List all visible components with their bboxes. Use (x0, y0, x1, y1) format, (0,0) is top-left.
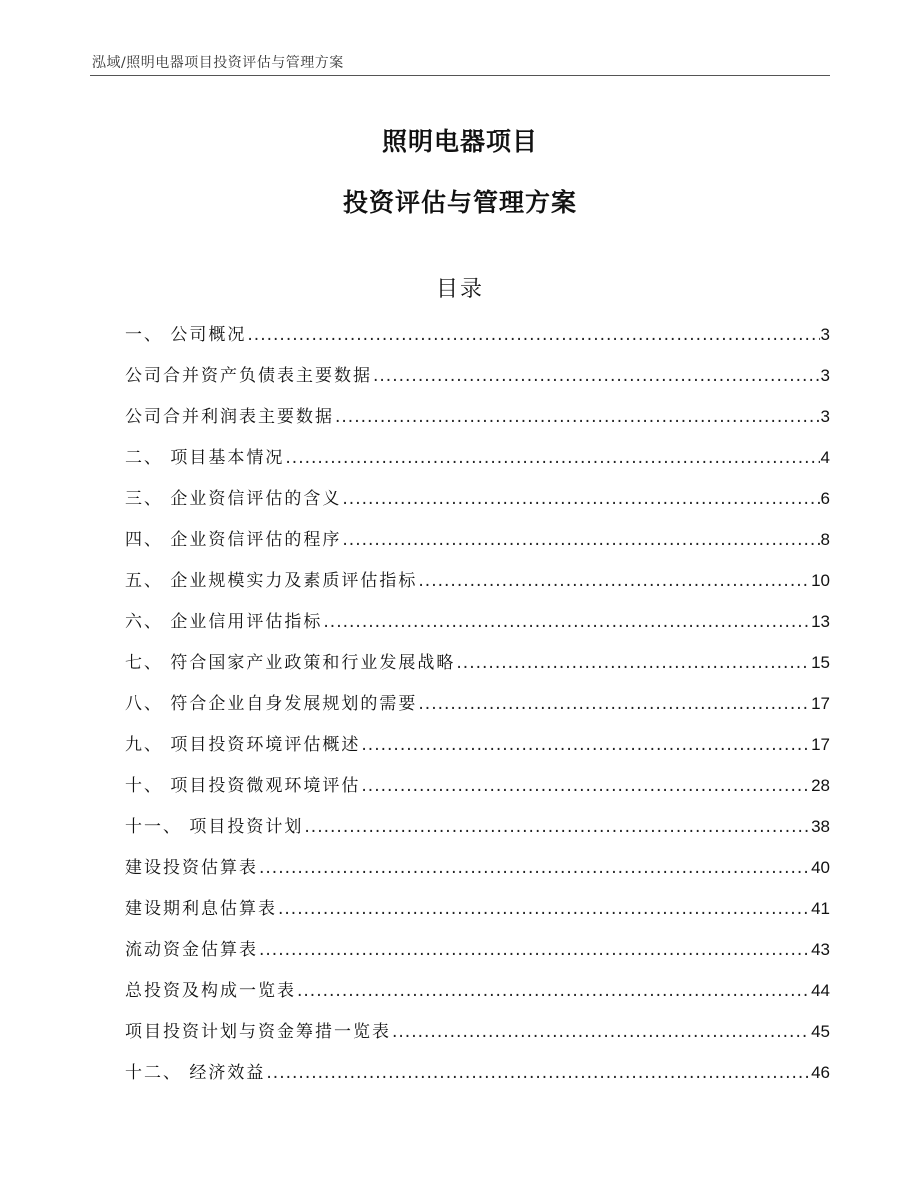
toc-page-number: 44 (811, 981, 830, 1000)
toc-page-number: 43 (811, 940, 830, 959)
toc-dot-leader (278, 899, 810, 919)
toc-entry-label: 项目投资计划与资金筹措一览表 (125, 1022, 391, 1042)
toc-page-number: 10 (811, 571, 830, 590)
toc-entry-label: 公司合并利润表主要数据 (125, 407, 334, 427)
toc-entry[interactable] (125, 1058, 830, 1099)
toc-page-number: 46 (811, 1063, 830, 1082)
toc-entry-label: 二、 项目基本情况 (125, 448, 285, 468)
toc-page-number: 41 (811, 899, 830, 918)
toc-dot-leader (361, 776, 810, 796)
toc-entry[interactable] (125, 976, 830, 1017)
toc-entry-label: 五、 企业规模实力及素质评估指标 (125, 571, 418, 591)
toc-dot-leader (342, 489, 819, 509)
toc-entry[interactable] (125, 853, 830, 894)
toc-entry[interactable] (125, 607, 830, 648)
toc-page-number: 3 (820, 407, 830, 426)
toc-entry-label: 十二、 经济效益 (125, 1063, 266, 1083)
toc-heading: 目录 (435, 277, 484, 302)
toc-page-number: 45 (811, 1022, 830, 1041)
toc-page-number: 17 (811, 694, 830, 713)
toc-entry-label: 四、 企业资信评估的程序 (125, 530, 342, 550)
toc-entry[interactable] (125, 771, 830, 812)
toc-entry-label: 六、 企业信用评估指标 (125, 612, 323, 632)
toc-entry[interactable] (125, 320, 830, 361)
toc-dot-leader (456, 653, 810, 673)
document-title-line-2: 投资评估与管理方案 (342, 188, 577, 217)
toc-entry[interactable] (125, 730, 830, 771)
toc-page-number: 6 (820, 489, 830, 508)
toc-entry[interactable] (125, 812, 830, 853)
toc-page-number: 3 (820, 325, 830, 344)
toc-entry-label: 公司合并资产负债表主要数据 (125, 366, 372, 386)
toc-entry-label: 总投资及构成一览表 (125, 981, 296, 1001)
toc-entry[interactable] (125, 566, 830, 607)
document-title-line-1: 照明电器项目 (381, 127, 538, 156)
toc-entry-label: 八、 符合企业自身发展规划的需要 (125, 694, 418, 714)
toc-page-number: 15 (811, 653, 830, 672)
toc-entry[interactable] (125, 484, 830, 525)
table-of-contents (125, 320, 830, 1099)
toc-page-number: 38 (811, 817, 830, 836)
toc-entry-label: 九、 项目投资环境评估概述 (125, 735, 361, 755)
toc-entry[interactable] (125, 935, 830, 976)
toc-dot-leader (323, 612, 810, 632)
toc-dot-leader (285, 448, 819, 468)
toc-entry[interactable] (125, 1017, 830, 1058)
toc-entry-label: 三、 企业资信评估的含义 (125, 489, 342, 509)
toc-page-number: 40 (811, 858, 830, 877)
toc-entry[interactable] (125, 689, 830, 730)
toc-dot-leader (297, 981, 810, 1001)
toc-entry[interactable] (125, 648, 830, 689)
toc-entry[interactable] (125, 443, 830, 484)
header-divider (90, 75, 830, 76)
toc-page-number: 13 (811, 612, 830, 631)
toc-entry-label: 七、 符合国家产业政策和行业发展战略 (125, 653, 456, 673)
toc-page-number: 4 (820, 448, 830, 467)
toc-dot-leader (259, 858, 810, 878)
toc-entry-label: 建设期利息估算表 (125, 899, 277, 919)
toc-dot-leader (247, 325, 819, 345)
toc-entry[interactable] (125, 361, 830, 402)
toc-dot-leader (266, 1063, 810, 1083)
toc-entry-label: 建设投资估算表 (125, 858, 258, 878)
toc-page-number: 8 (820, 530, 830, 549)
toc-entry-label: 十一、 项目投资计划 (125, 817, 304, 837)
toc-dot-leader (304, 817, 810, 837)
toc-dot-leader (259, 940, 810, 960)
toc-entry-label: 一、 公司概况 (125, 325, 247, 345)
toc-page-number: 17 (811, 735, 830, 754)
toc-page-number: 28 (811, 776, 830, 795)
running-header: 泓域/照明电器项目投资评估与管理方案 (92, 55, 344, 71)
toc-entry[interactable] (125, 894, 830, 935)
toc-dot-leader (418, 571, 810, 591)
toc-dot-leader (342, 530, 819, 550)
toc-dot-leader (373, 366, 820, 386)
toc-dot-leader (392, 1022, 810, 1042)
toc-dot-leader (335, 407, 820, 427)
toc-page-number: 3 (820, 366, 830, 385)
toc-dot-leader (418, 694, 810, 714)
toc-entry-label: 十、 项目投资微观环境评估 (125, 776, 361, 796)
toc-entry[interactable] (125, 402, 830, 443)
toc-entry-label: 流动资金估算表 (125, 940, 258, 960)
toc-entry[interactable] (125, 525, 830, 566)
toc-dot-leader (361, 735, 810, 755)
